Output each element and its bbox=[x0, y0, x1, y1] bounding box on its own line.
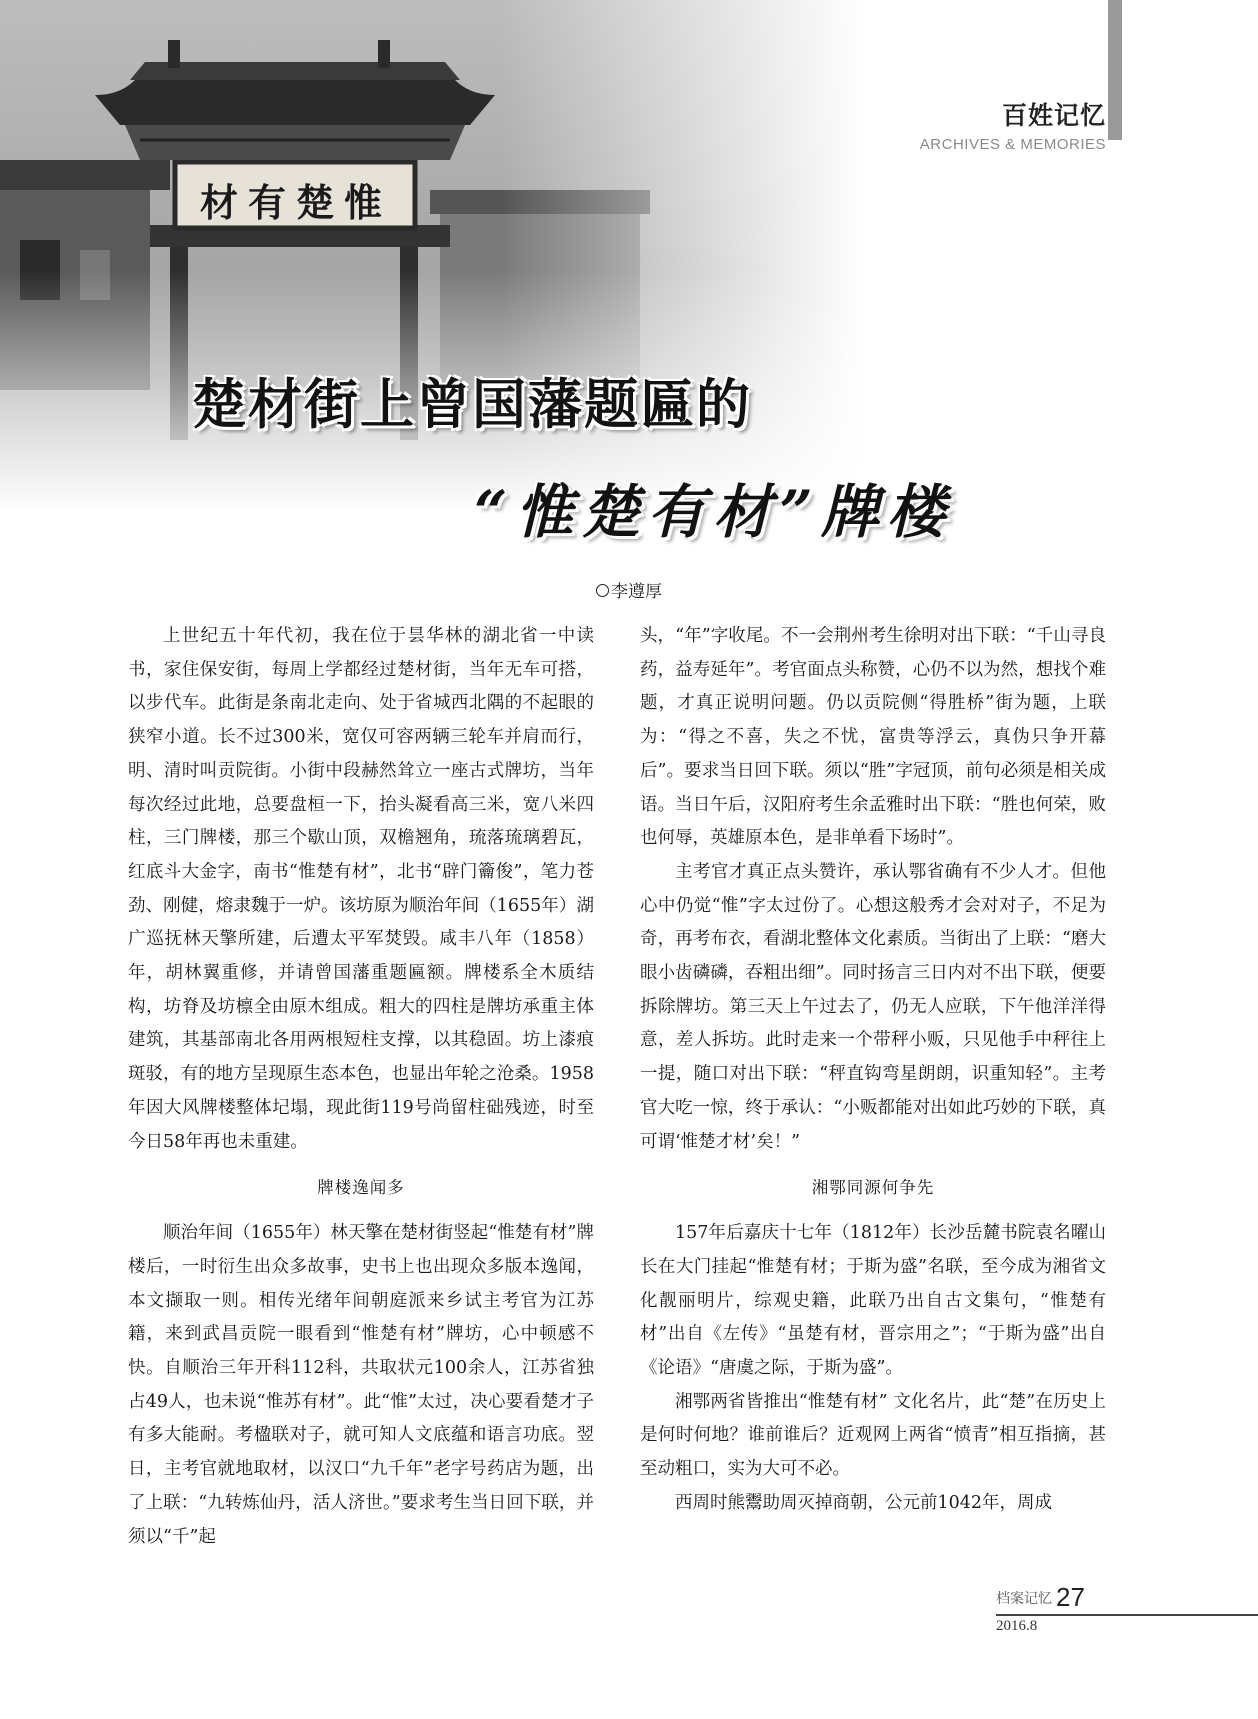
section-heading: 湘鄂同源何争先 bbox=[811, 1178, 935, 1198]
footer-page-label bbox=[996, 1582, 1085, 1613]
paragraph: 157年后嘉庆十七年（1812年）长沙岳麓书院袁名曜山长在大门挂起“惟楚有材；于斯为盛”名联，至今成为湘省文化靓丽明片，综观史籍，此联乃出自古文集句，“惟楚有材”出自《左传》“虽楚有材，晋宗用之”；“于斯为盛”出自《论语》“唐虞之际，于斯为盛”。 bbox=[640, 1223, 1106, 1379]
author-name: 李遵厚 bbox=[611, 582, 662, 602]
section-heading: 牌楼逸闻多 bbox=[317, 1178, 405, 1198]
author-byline bbox=[0, 577, 1258, 602]
plaque-text: 材有楚惟 bbox=[199, 180, 392, 225]
circle-icon bbox=[596, 584, 609, 597]
article-title-line1: 楚材街上曾国藩题匾的 bbox=[192, 373, 752, 436]
hero-archway-photo bbox=[0, 0, 1110, 540]
column-title-cn: 百姓记忆 bbox=[1001, 101, 1106, 130]
side-accent-bar bbox=[1108, 0, 1122, 140]
article-title-line2: “惟楚有材”牌楼 bbox=[474, 478, 953, 546]
paragraph: 湘鄂两省皆推出“惟楚有材” 文化名片，此“楚”在历史上是何时何地？谁前谁后？近观网上两省“愤青”相互指摘，甚至动粗口，实为大可不必。 bbox=[640, 1391, 1106, 1480]
paragraph: 头，“年”字收尾。不一会荆州考生徐明对出下联：“千山寻良药，益寿延年”。考官面点头称赞，心仍不以为然，想找个难题，才真正说明问题。仍以贡院侧“得胜桥”街为题，上联为：“得之不喜，失之不忧，富贵等浮云，真伪只争开幕后”。要求当日回下联。须以“胜”字冠顶，前句必须是相关成语。当日午后，汉阳府考生余孟雅时出下联：“胜也何荣，败也何辱，英雄原本色，是非单看下场时”。 bbox=[640, 626, 1106, 849]
issue-date: 2016.8 bbox=[996, 1618, 1038, 1634]
footer-divider bbox=[996, 1614, 1258, 1616]
paragraph: 主考官才真正点头赞许，承认鄂省确有不少人才。但他心中仍觉“惟”字太过份了。心想这般秀才会对对子，不足为奇，再考布衣，看湖北整体文化素质。当街出了上联：“磨大眼小齿磷磷，吞粗出细”。同时扬言三日内对不出下联，便要拆除牌坊。第三天上午过去了，仍无人应联，下午他洋洋得意，差人拆坊。此时走来一个带秤小贩，只见他手中秤往上一提，随口对出下联：“秤直钩弯星朗朗，识重知轻”。主考官大吃一惊，终于承认：“小贩都能对出如此巧妙的下联，真可谓‘惟楚才材’矣！” bbox=[640, 861, 1106, 1152]
magazine-name: 档案记忆 bbox=[996, 1591, 1052, 1607]
page-number: 27 bbox=[1056, 1582, 1085, 1612]
right-column bbox=[640, 620, 1106, 1521]
paragraph: 西周时熊鬻助周灭掉商朝，公元前1042年，周成 bbox=[675, 1492, 1053, 1513]
column-title-en: ARCHIVES & MEMORIES bbox=[919, 136, 1106, 153]
column-label bbox=[920, 96, 1106, 153]
paragraph: 上世纪五十年代初，我在位于昙华林的湖北省一中读书，家住保安街，每周上学都经过楚材街，当年无车可搭，以步代车。此街是条南北走向、处于省城西北隅的不起眼的狭窄小道。长不过300米，宽仅可容两辆三轮车并肩而行，明、清时叫贡院街。小街中段赫然耸立一座古式牌坊，当年每次经过此地，总要盘桓一下，抬头凝看高三米，宽八米四柱，三门牌楼，那三个歇山顶，双檐翘角，琉落琉璃碧瓦，红底斗大金字，南书“惟楚有材”，北书“辟门籥俊”，笔力苍劲、刚健，熔隶魏于一炉。该坊原为顺治年间（1655年）湖广巡抚林天擎所建，后遭太平军焚毁。咸丰八年（1858）年，胡林翼重修，并请曾国藩重题匾额。牌楼系全木质结构，坊脊及坊檩全由原木组成。粗大的四柱是牌坊承重主体建筑，其基部南北各用两根短柱支撑，以其稳固。坊上漆痕斑驳，有的地方呈现原生态本色，也显出年轮之沧桑。1958年因大风牌楼整体圮塌，现此街119号尚留柱础残迹，时至今日58年再也未重建。 bbox=[128, 626, 594, 1152]
paragraph: 顺治年间（1655年）林天擎在楚材街竖起“惟楚有材”牌楼后，一时衍生出众多故事，史书上也出现众多版本逸闻，本文撷取一则。相传光绪年间朝庭派来乡试主考官为江苏籍，来到武昌贡院一眼看到“惟楚有材”牌坊，心中顿感不快。自顺治三年开科112科，共取状元100余人，江苏省独占49人，也未说“惟苏有材”。此“惟”太过，决心要看楚才子有多大能耐。考楹联对子，就可知人文底蕴和语言功底。翌日，主考官就地取材，以汉口“九千年”老字号药店为题，出了上联：“九转炼仙丹，活人济世。”要求考生当日回下联，并须以“千”起 bbox=[128, 1223, 594, 1547]
left-column bbox=[128, 620, 594, 1554]
